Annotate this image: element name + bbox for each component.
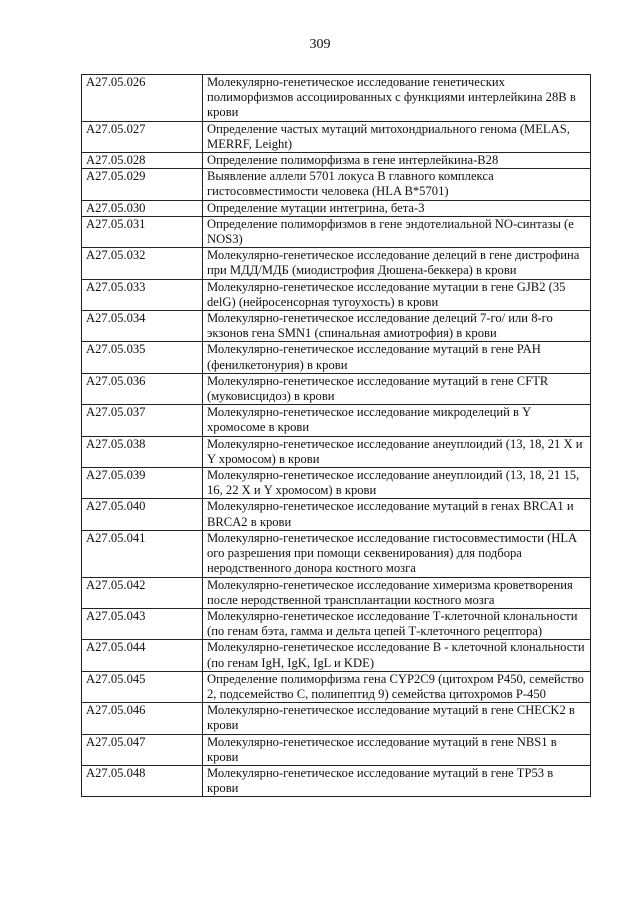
service-code: A27.05.046 <box>82 703 203 734</box>
service-description: Молекулярно-генетическое исследование В - клеточной клональности (по генам IgH, IgK, IgL и KDE) <box>203 640 591 671</box>
service-description: Определение полиморфизмов в гене эндотелиальной NO-синтазы (e NOS3) <box>203 216 591 247</box>
service-description: Молекулярно-генетическое исследование микроделеций в Y хромосоме в крови <box>203 405 591 436</box>
service-code: A27.05.034 <box>82 311 203 342</box>
service-description: Выявление аллели 5701 локуса В главного комплекса гистосовместимости человека (HLA B*5701) <box>203 169 591 200</box>
service-description: Молекулярно-генетическое исследование анеуплоидий (13, 18, 21 15, 16, 22 X и Y хромосом) в крови <box>203 468 591 499</box>
table-row <box>82 577 591 608</box>
table-row <box>82 311 591 342</box>
service-description: Молекулярно-генетическое исследование делеций 7-го/ или 8-го экзонов гена SMN1 (спинальная амиотрофия) в крови <box>203 311 591 342</box>
service-code: A27.05.043 <box>82 608 203 639</box>
service-codes-body <box>82 75 591 797</box>
service-description: Молекулярно-генетическое исследование гистосовместимости (HLA ого разрешения при помощи секвенирования) для подбора неродственного донора костного мозга <box>203 530 591 577</box>
table-row <box>82 121 591 152</box>
table-row <box>82 216 591 247</box>
service-description: Определение мутации интегрина, бета-3 <box>203 200 591 216</box>
table-row <box>82 671 591 702</box>
service-description: Определение полиморфизма в гене интерлейкина-В28 <box>203 153 591 169</box>
service-description: Молекулярно-генетическое исследование мутаций в гене CHECK2 в крови <box>203 703 591 734</box>
service-code: A27.05.047 <box>82 734 203 765</box>
service-code: A27.05.036 <box>82 373 203 404</box>
service-code: A27.05.042 <box>82 577 203 608</box>
service-code: A27.05.028 <box>82 153 203 169</box>
table-row <box>82 640 591 671</box>
service-code: A27.05.026 <box>82 75 203 122</box>
service-description: Молекулярно-генетическое исследование делеций в гене дистрофина при МДД/МДБ (миодистрофия Дюшена-беккера) в крови <box>203 248 591 279</box>
table-row <box>82 468 591 499</box>
service-code: A27.05.044 <box>82 640 203 671</box>
table-row <box>82 405 591 436</box>
table-row <box>82 342 591 373</box>
service-code: A27.05.039 <box>82 468 203 499</box>
table-row <box>82 75 591 122</box>
service-code: A27.05.040 <box>82 499 203 530</box>
table-row <box>82 200 591 216</box>
service-code: A27.05.031 <box>82 216 203 247</box>
service-description: Молекулярно-генетическое исследование Т-клеточной клональности (по генам бэта, гамма и дельта цепей Т-клеточного рецептора) <box>203 608 591 639</box>
table-row <box>82 248 591 279</box>
table-row <box>82 153 591 169</box>
service-code: A27.05.041 <box>82 530 203 577</box>
table-row <box>82 765 591 796</box>
table-row <box>82 499 591 530</box>
service-code: A27.05.027 <box>82 121 203 152</box>
page-number: 309 <box>309 37 331 52</box>
service-codes-table <box>81 74 591 797</box>
service-description: Молекулярно-генетическое исследование генетических полиморфизмов ассоциированных с функциями интерлейкина 28В в крови <box>203 75 591 122</box>
table-row <box>82 703 591 734</box>
service-code: A27.05.035 <box>82 342 203 373</box>
table-row <box>82 373 591 404</box>
service-code: A27.05.032 <box>82 248 203 279</box>
service-code: A27.05.029 <box>82 169 203 200</box>
service-description: Молекулярно-генетическое исследование мутаций в гене PAH (фенилкетонурия) в крови <box>203 342 591 373</box>
service-description: Молекулярно-генетическое исследование мутаций в гене CFTR (муковисцидоз) в крови <box>203 373 591 404</box>
service-code: A27.05.030 <box>82 200 203 216</box>
table-row <box>82 734 591 765</box>
table-row <box>82 436 591 467</box>
service-code: A27.05.038 <box>82 436 203 467</box>
service-description: Молекулярно-генетическое исследование мутаций в гене TP53 в крови <box>203 765 591 796</box>
service-description: Молекулярно-генетическое исследование мутаций в гене NBS1 в крови <box>203 734 591 765</box>
table-row <box>82 530 591 577</box>
service-code: A27.05.048 <box>82 765 203 796</box>
service-code: A27.05.045 <box>82 671 203 702</box>
service-code: A27.05.037 <box>82 405 203 436</box>
service-description: Молекулярно-генетическое исследование химеризма кроветворения после неродственной трансплантации костного мозга <box>203 577 591 608</box>
service-description: Молекулярно-генетическое исследование анеуплоидий (13, 18, 21 X и Y хромосом) в крови <box>203 436 591 467</box>
service-description: Молекулярно-генетическое исследование мутации в гене GJB2 (35 delG) (нейросенсорная тугоухость) в крови <box>203 279 591 310</box>
table-row <box>82 279 591 310</box>
table-row <box>82 169 591 200</box>
service-code: A27.05.033 <box>82 279 203 310</box>
service-description: Определение частых мутаций митохондриального генома (MELAS, MERRF, Leight) <box>203 121 591 152</box>
service-description: Определение полиморфизма гена CYP2C9 (цитохром P450, семейство 2, подсемейство С, полипептид 9) семейства цитохромов Р-450 <box>203 671 591 702</box>
service-description: Молекулярно-генетическое исследование мутаций в генах BRCA1 и BRCA2 в крови <box>203 499 591 530</box>
table-row <box>82 608 591 639</box>
